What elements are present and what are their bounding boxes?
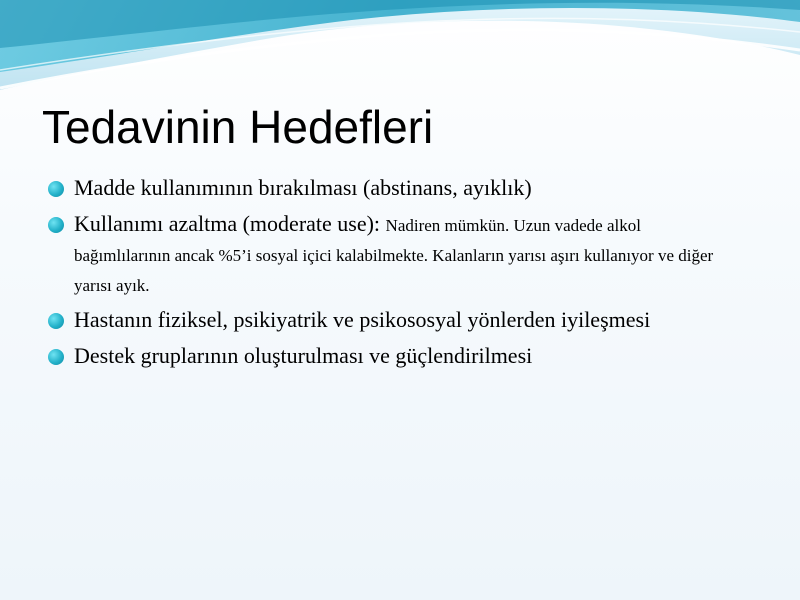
bullet-detail-text: Nadiren mümkün. Uzun vadede alkol bağımlılarının ancak %5’i sosyal içici kalabilmekte. Kalanların yarısı aşırı kullanıyor ve diğer yarısı ayık. <box>74 216 714 295</box>
bullet-icon <box>48 181 64 197</box>
bullet-icon <box>48 217 64 233</box>
bullet-item <box>48 173 728 203</box>
decorative-wave-header <box>0 0 800 110</box>
slide-title: Tedavinin Hedefleri <box>42 101 434 153</box>
bullet-text: Madde kullanımının bırakılması (abstinans, ayıklık) <box>74 175 532 200</box>
bullet-text: Hastanın fiziksel, psikiyatrik ve psikososyal yönlerden iyileşmesi <box>74 307 651 332</box>
bullet-icon <box>48 349 64 365</box>
bullet-text: Kullanımı azaltma (moderate use): <box>74 211 386 236</box>
bullet-list <box>48 173 728 377</box>
bullet-item <box>48 305 728 335</box>
bullet-item <box>48 209 728 299</box>
bullet-icon <box>48 313 64 329</box>
bullet-text: Destek gruplarının oluşturulması ve güçlendirilmesi <box>74 343 533 368</box>
bullet-item <box>48 341 728 371</box>
